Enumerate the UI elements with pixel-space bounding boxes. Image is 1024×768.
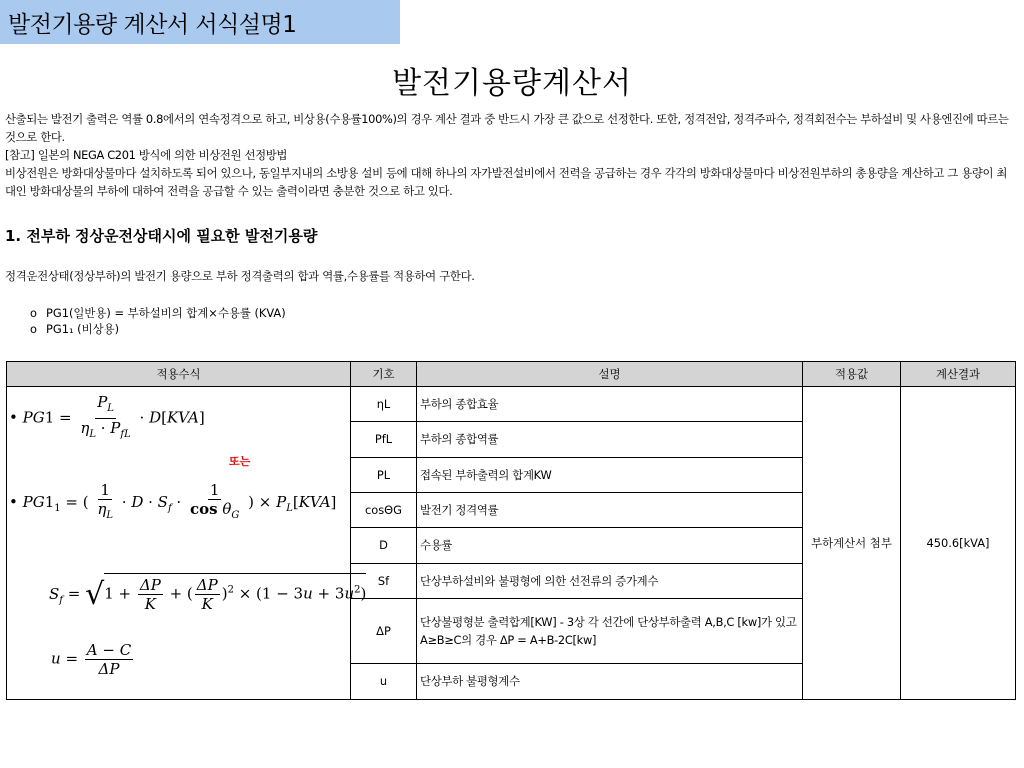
intro-reference: [참고] 일본의 NEGA C201 방식에 의한 비상전원 선정방법 (5, 148, 288, 162)
symbol-cell: cosΘG (351, 492, 417, 527)
document-title: 발전기용량계산서 (392, 66, 632, 101)
column-header: 적용수식 (7, 362, 351, 387)
description-cell: 단상불평형분 출력합계[KW] - 3상 각 선간에 단상부하출력 A,B,C [kw]가 있고 A≥B≥C의 경우 ΔP = A+B-2C[kw] (417, 598, 803, 663)
bullet-item: o PG1₁ (비상용) (30, 321, 286, 337)
formula-sf: $S_f = √1$ + $\frac{\Delta P}{K}$ + ( $\frac{\Delta P}{K}$ )$^2 \times (1 - 3u + 3u^2)$ (49, 573, 366, 613)
column-header: 계산결과 (901, 362, 1016, 387)
formula-or-label: 또는 (229, 455, 251, 468)
section-title: 1. 전부하 정상운전상태시에 필요한 발전기용량 (5, 227, 318, 245)
bullet-list (30, 305, 286, 337)
formula-cell (7, 387, 367, 700)
description-cell: 단상부하설비와 불평형에 의한 선전류의 증가계수 (417, 563, 803, 598)
symbol-cell: ηL (351, 387, 417, 422)
formula-pg11: • $PG1_1$ = ( $\frac{1}{\eta_L}$ · $D \cdot S_f$ · $\frac{1}{\cos \theta_G}$ ) × $P_L[KVA]$ (9, 481, 337, 521)
description-cell: 부하의 종합효율 (417, 387, 803, 422)
description-cell: 발전기 정격역률 (417, 492, 803, 527)
calculation-table (6, 361, 1016, 700)
symbol-cell: Sf (351, 563, 417, 598)
symbol-cell: D (351, 528, 417, 563)
symbol-cell: u (351, 663, 417, 699)
intro-paragraph: 산출되는 발전기 출력은 역률 0.8에서의 연속정격으로 하고, 비상용(수용률100%)의 경우 계산 결과 중 반드시 가장 큰 값으로 선정한다. 또한, 정격전압, 정격주파수, 정격회전수는 부하설비 및 사용엔진에 따르는 것으로 한다. (5, 112, 1009, 144)
column-header: 적용값 (803, 362, 901, 387)
description-cell: 수용률 (417, 528, 803, 563)
description-cell: 단상부하 불평형계수 (417, 663, 803, 699)
description-cell: 접속된 부하출력의 합계KW (417, 457, 803, 492)
symbol-cell: PfL (351, 422, 417, 457)
formula-pg1: • PG1 = $\frac{P_L}{\eta_L \cdot P_{fL}}$ · D[KVA] (9, 393, 205, 440)
column-header: 기호 (351, 362, 417, 387)
column-header: 설명 (417, 362, 803, 387)
header-bar (0, 0, 400, 44)
symbol-cell: ΔP (351, 598, 417, 663)
table-row (7, 387, 1016, 422)
bullet-item: o PG1(일반용) = 부하설비의 합계×수용률 (KVA) (30, 305, 286, 321)
symbol-cell: PL (351, 457, 417, 492)
result-cell: 450.6[kVA] (901, 387, 1016, 700)
description-cell: 부하의 종합역률 (417, 422, 803, 457)
intro-paragraph: 비상전원은 방화대상물마다 설치하도록 되어 있으나, 동일부지내의 소방용 설비 등에 대해 하나의 자가발전설비에서 전력을 공급하는 경우 각각의 방화대상물마다 비상전원부하의 총용량을 계산하고 그 용량이 최대인 방화대상물의 부하에 대하여 전력을 공급할 수 있는 출력이라면 충분한 것으로 하고 있다. (5, 166, 1008, 198)
intro-text (5, 110, 1017, 200)
formula-u: u = $\frac{A - C}{\Delta P}$ (51, 641, 132, 678)
section-description: 정격운전상태(정상부하)의 발전기 용량으로 부하 정격출력의 합과 역률,수용률를 적용하여 구한다. (5, 269, 475, 283)
table-header-row (7, 362, 1016, 387)
applied-value-cell: 부하계산서 첨부 (803, 387, 901, 700)
page-header-title: 발전기용량 계산서 서식설명1 (8, 12, 297, 38)
formula-area (7, 387, 367, 699)
